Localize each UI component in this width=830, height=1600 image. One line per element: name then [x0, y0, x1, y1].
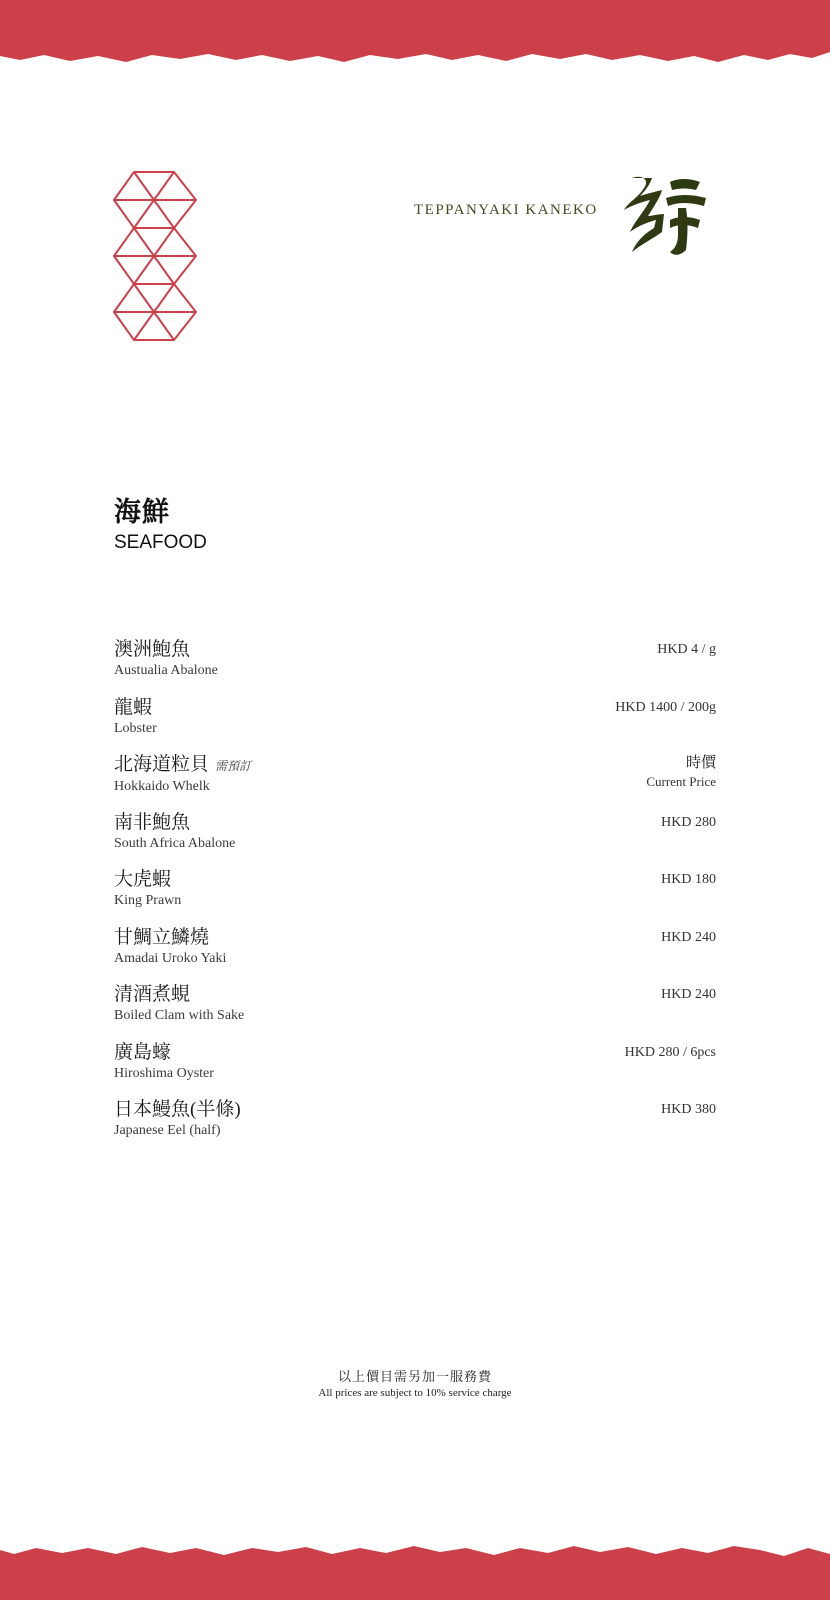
- brand-header: [400, 172, 720, 262]
- menu-item: [114, 1041, 716, 1099]
- item-price: HKD 4 / g: [657, 642, 716, 657]
- menu-item: [114, 753, 716, 811]
- seafood-menu-list: [114, 638, 716, 1156]
- geometric-cube-pattern-icon: [112, 170, 198, 344]
- item-name-en: Boiled Clam with Sake: [114, 1008, 245, 1023]
- item-price: HKD 180: [661, 872, 716, 887]
- kanji-calligraphy-icon: [620, 172, 710, 258]
- section-heading: [114, 496, 207, 556]
- menu-item: [114, 868, 716, 926]
- item-price: HKD 240: [661, 929, 716, 945]
- item-price: HKD 280: [661, 814, 716, 830]
- item-name-en: King Prawn: [114, 893, 182, 908]
- menu-item: [114, 983, 716, 1041]
- item-price: HKD 280 / 6pcs: [624, 1044, 716, 1060]
- item-name-zh: 龍蝦: [114, 696, 153, 718]
- item-price: HKD 380: [661, 1102, 716, 1117]
- item-name-zh: 澳洲鮑魚: [114, 639, 191, 660]
- menu-item: [114, 638, 716, 696]
- section-title-zh: 海鮮: [114, 497, 170, 527]
- item-name-zh: 清酒煮蜆: [114, 984, 191, 1005]
- item-name-en: Japanese Eel (half): [114, 1123, 221, 1138]
- reservation-note: 需預訂: [215, 759, 252, 773]
- price-zh: 時價: [685, 755, 716, 771]
- item-price: HKD 1400 / 200g: [615, 699, 716, 715]
- menu-item: [114, 696, 716, 754]
- menu-item: [114, 1098, 716, 1156]
- footer-note-zh: 以上價目需另加一服務費: [337, 1369, 492, 1384]
- item-price: [646, 753, 716, 790]
- price-en: Current Price: [646, 774, 716, 789]
- item-name-zh: 甘鯛立鱗燒: [114, 926, 210, 948]
- item-name-en: Hiroshima Oyster: [114, 1065, 214, 1081]
- bottom-decorative-band: [0, 1520, 830, 1600]
- item-name-en: Amadai Uroko Yaki: [114, 950, 227, 966]
- item-name-en: Lobster: [114, 720, 157, 736]
- top-decorative-band: [0, 0, 830, 80]
- item-name-en: South Africa Abalone: [114, 835, 236, 851]
- item-price: HKD 240: [661, 987, 716, 1002]
- brand-name: TEPPANYAKI KANEKO: [414, 202, 598, 218]
- section-title-en: SEAFOOD: [114, 532, 207, 553]
- menu-item: [114, 926, 716, 984]
- item-name-en: Hokkaido Whelk: [114, 779, 210, 794]
- item-name-zh: 日本鰻魚(半條): [114, 1099, 241, 1120]
- item-name-zh: 南非鮑魚: [114, 811, 191, 833]
- item-name-zh: 廣島蠔: [114, 1041, 172, 1063]
- menu-item: [114, 811, 716, 869]
- item-name-en: Austualia Abalone: [114, 663, 218, 678]
- item-name-zh: 大虎蝦: [114, 869, 172, 890]
- item-name-zh-text: 北海道粒貝: [114, 754, 210, 775]
- service-charge-footer: [0, 1368, 830, 1401]
- footer-note-en: All prices are subject to 10% service charge: [318, 1387, 512, 1399]
- item-name-zh: [114, 753, 716, 778]
